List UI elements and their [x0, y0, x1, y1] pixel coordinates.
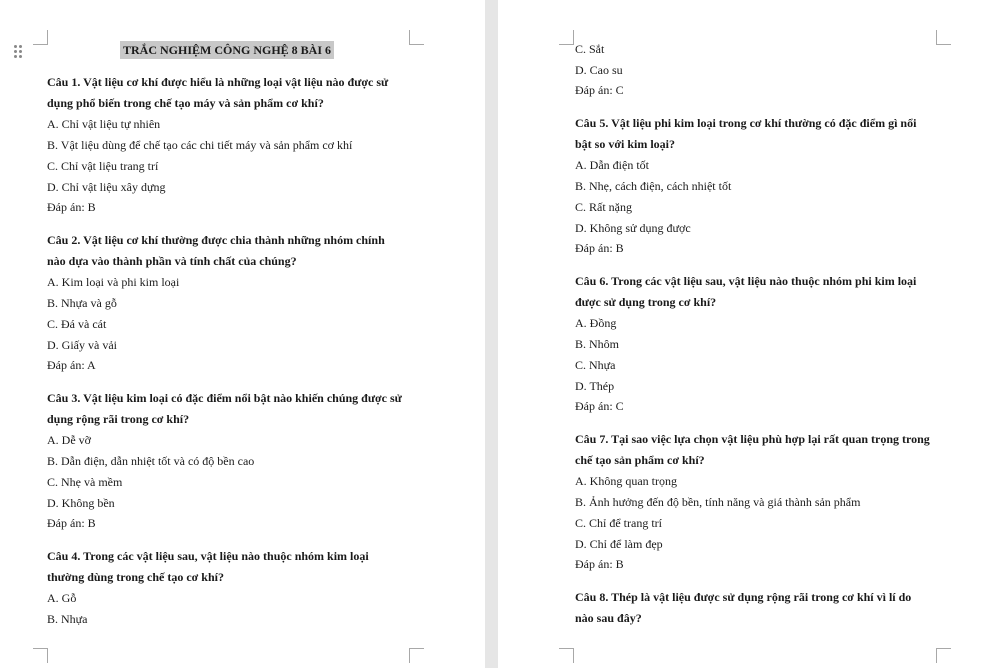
- margin-mark-top-right: [936, 30, 951, 45]
- question-text: Câu 6. Trong các vật liệu sau, vật liệu nào thuộc nhóm phi kim loại: [575, 274, 917, 288]
- option-text: D. Thép: [575, 379, 615, 393]
- document-page-left[interactable]: [0, 0, 485, 668]
- option-text: D. Không bền: [47, 496, 115, 510]
- answer-text: Đáp án: B: [575, 241, 624, 255]
- margin-mark-bottom-left: [33, 648, 48, 663]
- drag-handle-icon[interactable]: [14, 45, 24, 59]
- option-text: D. Chỉ vật liệu xây dựng: [47, 180, 166, 194]
- option-text: D. Giấy và vải: [47, 338, 117, 352]
- question-text: thường dùng trong chế tạo cơ khí?: [47, 570, 224, 584]
- option-text: C. Chỉ để trang trí: [575, 516, 662, 530]
- margin-mark-top-right: [409, 30, 424, 45]
- question-text: chế tạo sản phẩm cơ khí?: [575, 453, 705, 467]
- option-text: C. Sắt: [575, 42, 605, 56]
- answer-text: Đáp án: B: [47, 516, 96, 530]
- option-text: B. Ảnh hưởng đến độ bền, tính năng và giá thành sản phẩm: [575, 495, 861, 509]
- option-text: B. Nhẹ, cách điện, cách nhiệt tốt: [575, 179, 732, 193]
- answer-text: Đáp án: C: [575, 83, 624, 97]
- answer-text: Đáp án: C: [575, 399, 624, 413]
- answer-text: Đáp án: B: [47, 200, 96, 214]
- margin-mark-top-left: [559, 30, 574, 45]
- option-text: C. Chỉ vật liệu trang trí: [47, 159, 159, 173]
- margin-mark-bottom-right: [936, 648, 951, 663]
- option-text: B. Vật liệu dùng để chế tạo các chi tiết máy và sản phẩm cơ khí: [47, 138, 353, 152]
- question-text: bật so với kim loại?: [575, 137, 675, 151]
- option-text: A. Dẫn điện tốt: [575, 158, 649, 172]
- option-text: A. Dễ vỡ: [47, 433, 92, 447]
- option-text: B. Nhựa và gỗ: [47, 296, 117, 310]
- option-text: C. Nhẹ và mềm: [47, 475, 123, 489]
- answer-text: Đáp án: B: [575, 557, 624, 571]
- question-text: Câu 3. Vật liệu kim loại có đặc điểm nổi bật nào khiến chúng được sử: [47, 391, 402, 405]
- option-text: C. Rất nặng: [575, 200, 632, 214]
- question-text: Câu 5. Vật liệu phi kim loại trong cơ khí thường có đặc điểm gì nổi: [575, 116, 917, 130]
- document-title: TRẮC NGHIỆM CÔNG NGHỆ 8 BÀI 6: [120, 41, 334, 59]
- option-text: B. Dẫn điện, dẫn nhiệt tốt và có độ bền cao: [47, 454, 255, 468]
- option-text: B. Nhôm: [575, 337, 620, 351]
- margin-mark-bottom-left: [559, 648, 574, 663]
- question-text: dụng phổ biến trong chế tạo máy và sản phẩm cơ khí?: [47, 96, 324, 110]
- margin-mark-bottom-right: [409, 648, 424, 663]
- option-text: D. Chỉ để làm đẹp: [575, 537, 663, 551]
- question-text: nào sau đây?: [575, 611, 642, 625]
- option-text: D. Cao su: [575, 63, 623, 77]
- answer-text: Đáp án: A: [47, 358, 96, 372]
- option-text: B. Nhựa: [47, 612, 88, 626]
- margin-mark-top-left: [33, 30, 48, 45]
- question-text: được sử dụng trong cơ khí?: [575, 295, 717, 309]
- option-text: A. Kim loại và phi kim loại: [47, 275, 180, 289]
- question-text: Câu 2. Vật liệu cơ khí thường được chia thành những nhóm chính: [47, 233, 385, 247]
- question-text: nào dựa vào thành phần và tính chất của chúng?: [47, 254, 297, 268]
- option-text: A. Gỗ: [47, 591, 77, 605]
- option-text: C. Đá và cát: [47, 317, 107, 331]
- question-text: Câu 1. Vật liệu cơ khí được hiểu là những loại vật liệu nào được sử: [47, 75, 389, 89]
- option-text: A. Đồng: [575, 316, 617, 330]
- question-text: Câu 7. Tại sao việc lựa chọn vật liệu phù hợp lại rất quan trọng trong: [575, 432, 930, 446]
- option-text: D. Không sử dụng được: [575, 221, 691, 235]
- option-text: A. Chỉ vật liệu tự nhiên: [47, 117, 161, 131]
- option-text: A. Không quan trọng: [575, 474, 677, 488]
- question-text: Câu 8. Thép là vật liệu được sử dụng rộng rãi trong cơ khí vì lí do: [575, 590, 912, 604]
- question-text: dụng rộng rãi trong cơ khí?: [47, 412, 190, 426]
- document-page-right[interactable]: [498, 0, 985, 668]
- question-text: Câu 4. Trong các vật liệu sau, vật liệu nào thuộc nhóm kim loại: [47, 549, 369, 563]
- option-text: C. Nhựa: [575, 358, 616, 372]
